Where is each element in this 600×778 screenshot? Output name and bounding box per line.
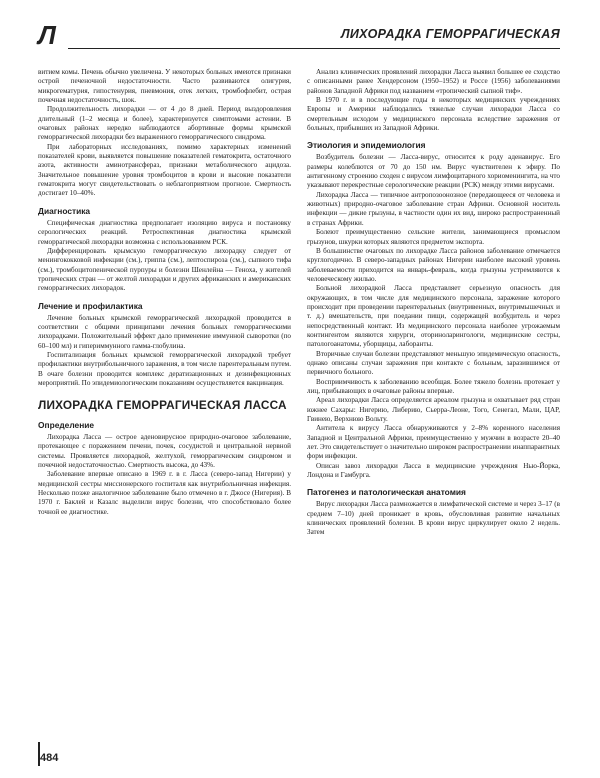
paragraph: В 1970 г. и в последующие годы в некоторых медицинских учреждениях Европы и Америки наблюдались тяжелые случаи лихорадки Ласса со смертельным исходом у медицинского персонала вследствие заражения от больных, прибывших из Западной Африки. (307, 96, 560, 133)
section-heading-definition: Определение (38, 419, 95, 430)
paragraph: Вирус лихорадки Ласса размножается в лимфатической системе и через 3–17 (в среднем 7–10) дней проникает в кровь, обусловливая развитие начальных клинических проявлений болезни. В крови вирус циркулирует около 2 недель. Затем (307, 500, 560, 537)
paragraph: Специфическая диагностика предполагает изоляцию вируса и постановку серологических реакций. Ретроспективная диагностика крымской геморрагической лихорадки возможна с использованием РСК. (38, 218, 291, 246)
article-title: ЛИХОРАДКА ГЕМОРРАГИЧЕСКАЯ ЛАССА (38, 398, 287, 413)
paragraph: Больной лихорадкой Ласса представляет серьезную опасность для окружающих, в том числе для медицинского персонала, заражение которого происходит при проведении парентеральных (внутривенных, внутримышечных и т. д.) вмешательств, при поедании пищи, содержащей возбудитель и через непосредственный контакт. Из медицинского персонала наиболее угрожаемым контингентом являются хирурги, оториноларингологи, медицинские сестры, патологоанатомы, уборщицы, лаборанты. (307, 284, 560, 349)
paragraph: Антитела к вирусу Ласса обнаруживаются у 2–8% коренного населения Западной и Центральной Африки, преимущественно у мужчин в возрасте 20–40 лет. Это свидетельствует о значительно широком распространении инаппарантных форм инфекции. (307, 424, 560, 461)
paragraph: При лабораторных исследованиях, помимо характерных изменений показателей крови, выявляется повышение показателей гематокрита, остаточного азота, активности аминотрансфераз, признаки метаболического ацидоза. Значительное повышение уровня тромбоцитов в крови и высокие показатели гематокрита могут свидетельствовать о неблагоприятном прогнозе. Смертность достигает 10–40%. (38, 142, 291, 198)
paragraph: Лечение больных крымской геморрагической лихорадкой проводится в соответствии с общими принципами лечения больных геморрагическими лихорадками. Положительный эффект дало применение иммунной сыворотки (по 60–100 мл) и гипериммунного гамма-глобулина. (38, 313, 291, 350)
left-column (38, 68, 291, 517)
page-header (38, 22, 560, 56)
page-number: 484 (40, 752, 59, 764)
paragraph: Вторичные случаи болезни представляют меньшую эпидемическую опасность, однако описаны случаи заражения при контакте с больным, заразившимся от первичного больного. (307, 349, 560, 377)
paragraph: Госпитализация больных крымской геморрагической лихорадкой требует профилактики внутрибольничного заражения, в том числе парентеральным путем. В очаге болезни проводится комплекс дератизационных и дезинфекционных мероприятий. По эпидемиологическим показаниям осуществляется вакцинация. (38, 350, 291, 387)
paragraph: Лихорадка Ласса — типичное антропозоонозное (передающееся от человека и животных) природно-очаговое заболевание стран Африки. Основной носитель инфекции — дикие грызуны, в частности один их вид, широко распространенный в странах Африки. (307, 190, 560, 227)
section-heading-etiology: Этиология и эпидемиология (307, 140, 426, 151)
paragraph: В большинстве очаговых по лихорадке Ласса районов заболевание отмечается круглогодично. В северо-западных районах Нигерии наиболее высокий уровень заболеваемости приходится на январь-февраль, когда грызуны устремляются к человеческому жилью. (307, 246, 560, 283)
paragraph: витием комы. Печень обычно увеличена. У некоторых больных имеются признаки острой печеночной недостаточности. Часто развиваются олигурия, микрогематурия, гипостенурия, пневмония, отек легких, тромбофлебит, острая почечная недостаточность, шок. (38, 68, 291, 105)
paragraph: Анализ клинических проявлений лихорадки Ласса выявил большее ее сходство с описанными ранее Хендерсоном (1950–1952) и Россе (1956) заболеваниями районов Западной Африки под названием «тропический сыпной тиф». (307, 68, 560, 95)
paragraph: Дифференцировать крымскую геморрагическую лихорадку следует от менингококковой инфекции (см.), гриппа (см.), лептоспироза (см.), сыпного тифа (см.), тромбоцитопенической пурпуры и болезни Шенлейна — Геноха, у жителей тропических стран — от желтой лихорадки и других африканских и американских геморрагических лихорадок. (38, 246, 291, 293)
paragraph: Заболевание впервые описано в 1969 г. в г. Ласса (северо-запад Нигерии) у медицинской сестры миссионерского госпиталя как внутрибольничная инфекция. Несколько позже аналогичное заболевание было отмечено в г. Джосе (Нигерия). В 1970 г. Баклей и Казалс выделили вирус болезни, что способствовало более точной ее диагностике. (38, 470, 291, 516)
section-heading-diagnostics: Диагностика (38, 205, 91, 216)
paragraph: Восприимчивость к заболеванию всеобщая. Более тяжело болезнь протекает у лиц, прибывающих в очаговые районы впервые. (307, 377, 560, 395)
running-title: ЛИХОРАДКА ГЕМОРРАГИЧЕСКАЯ (341, 27, 560, 41)
paragraph: Ареал лихорадки Ласса определяется ареалом грызуна и охватывает ряд стран южнее Сахары: Нигерию, Либерию, Сьерра-Леоне, Того, Сенегал, Мали, ЦАР, Гвинею, Верхнюю Вольту. (307, 396, 560, 424)
section-heading-pathogenesis: Патогенез и патологическая анатомия (307, 487, 466, 498)
section-heading-treatment: Лечение и профилактика (38, 300, 143, 311)
section-letter: Л (38, 20, 56, 50)
paragraph: Продолжительность лихорадки — от 4 до 8 дней. Период выздоровления длительный (1–2 месяца и более), характеризуется симптомами астении. В очаговых районах нередко наблюдаются абортивные формы крымской геморрагической лихорадки без выраженного геморрагического синдрома. (38, 105, 291, 142)
header-rule (68, 48, 560, 49)
paragraph: Описан завоз лихорадки Ласса в медицинские учреждения Нью-Йорка, Лондона и Гамбурга. (307, 461, 560, 480)
paragraph: Болеют преимущественно сельские жители, занимающиеся промыслом грызунов, шкурки которых являются предметом экспорта. (307, 228, 560, 246)
paragraph: Возбудитель болезни — Ласса-вирус, относится к роду аденавирус. Его размеры колеблются от 70 до 150 нм. Вирус чувствителен к эфиру. По антигенному строению сходен с вирусом лимфоцитарного хориоменингита, на что указывают перекрестные серологические реакции (РСК) между этими вирусами. (307, 153, 560, 190)
paragraph: Лихорадка Ласса — острое аденовирусное природно-очаговое заболевание, протекающее с поражением печени, почек, сосудистой и центральной нервной системы. Проявляется лихорадкой, желтухой, геморрагическим синдромом и почечной недостаточностью. Смертность высока, до 43%. (38, 432, 291, 469)
right-column (307, 68, 560, 538)
